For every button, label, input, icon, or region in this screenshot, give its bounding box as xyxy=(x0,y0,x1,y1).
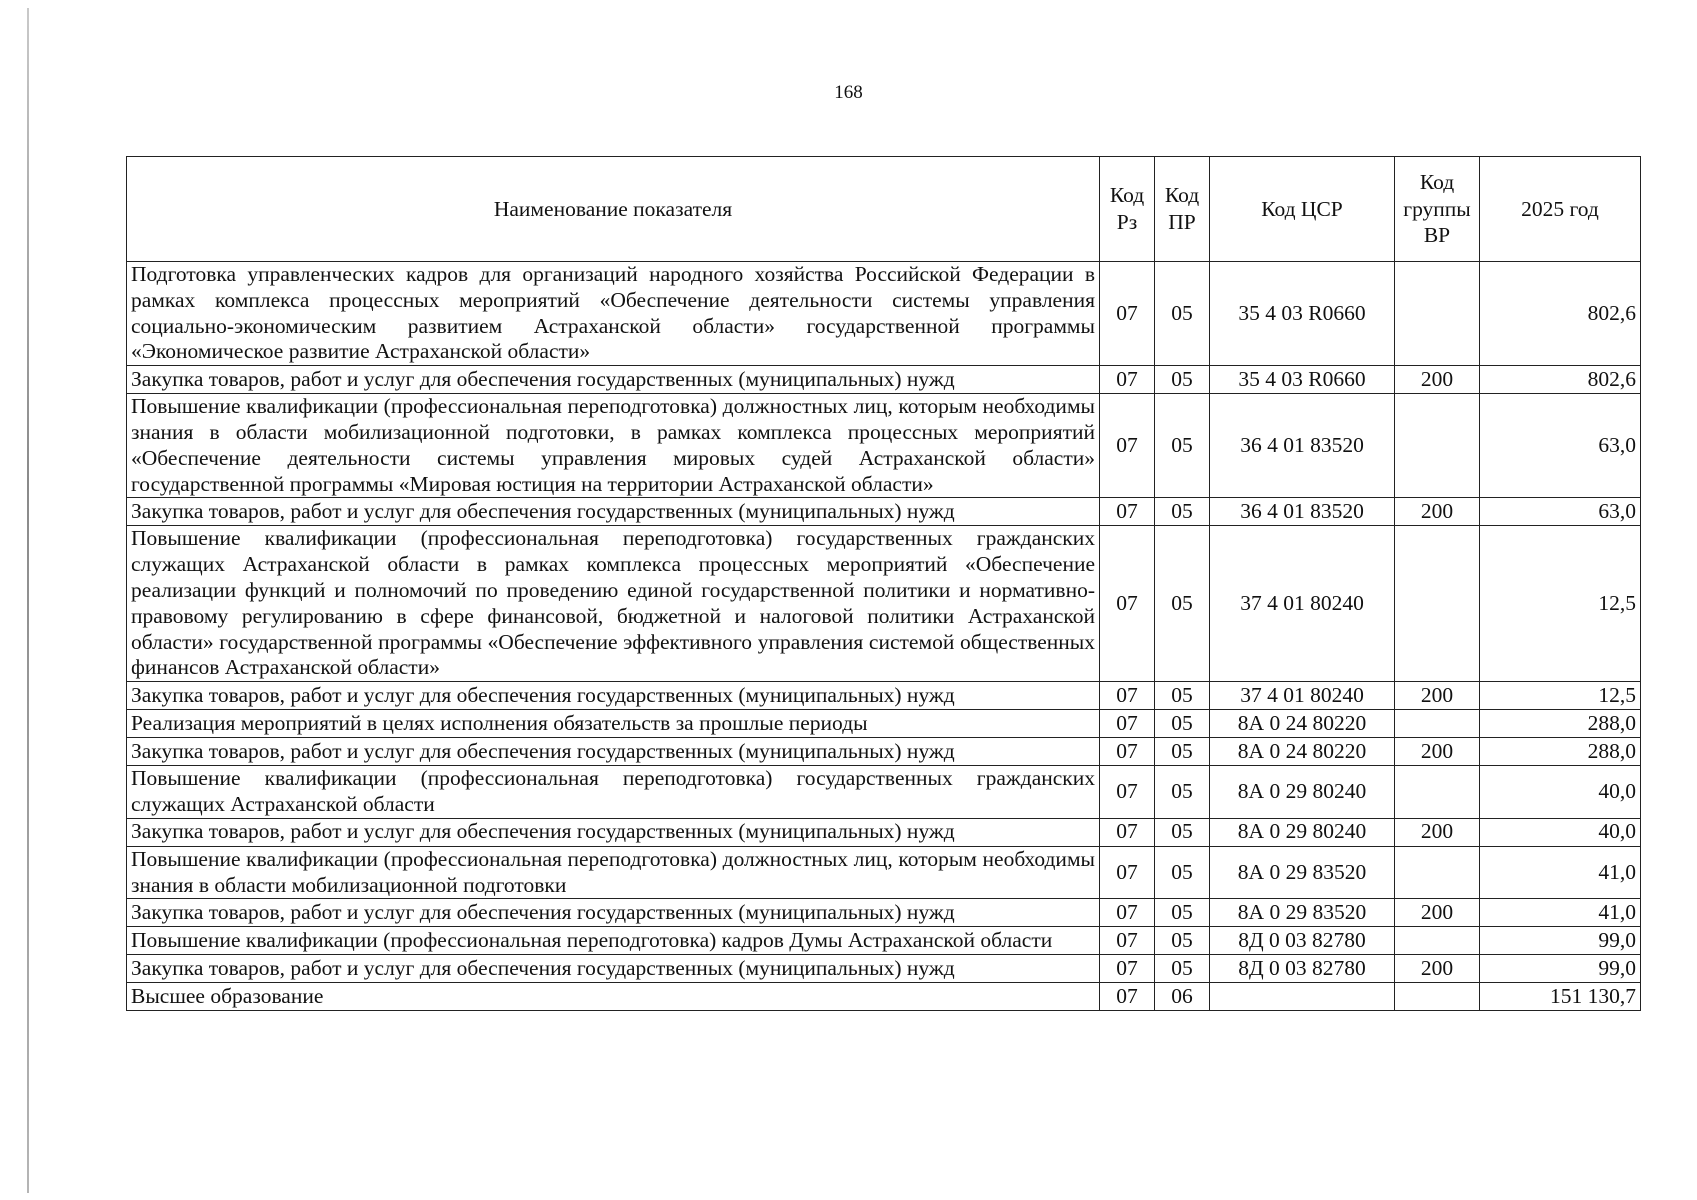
cell-rz: 07 xyxy=(1100,927,1155,955)
cell-csr: 8А 0 24 80220 xyxy=(1210,710,1395,738)
cell-vr xyxy=(1395,927,1480,955)
cell-name: Закупка товаров, работ и услуг для обеспечения государственных (муниципальных) нужд xyxy=(127,818,1100,846)
cell-name: Закупка товаров, работ и услуг для обеспечения государственных (муниципальных) нужд xyxy=(127,738,1100,766)
table-row xyxy=(127,766,1641,819)
cell-amount: 802,6 xyxy=(1480,262,1641,366)
cell-amount: 41,0 xyxy=(1480,846,1641,899)
cell-amount: 288,0 xyxy=(1480,710,1641,738)
cell-amount: 151 130,7 xyxy=(1480,983,1641,1011)
cell-pr: 05 xyxy=(1155,899,1210,927)
cell-csr: 8Д 0 03 82780 xyxy=(1210,955,1395,983)
cell-pr: 05 xyxy=(1155,766,1210,819)
cell-amount: 41,0 xyxy=(1480,899,1641,927)
cell-amount: 99,0 xyxy=(1480,955,1641,983)
cell-amount: 99,0 xyxy=(1480,927,1641,955)
cell-vr: 200 xyxy=(1395,955,1480,983)
cell-rz: 07 xyxy=(1100,738,1155,766)
cell-csr: 36 4 01 83520 xyxy=(1210,498,1395,526)
header-csr: Код ЦСР xyxy=(1210,157,1395,262)
cell-csr: 8А 0 29 83520 xyxy=(1210,846,1395,899)
scan-edge-line xyxy=(27,8,29,1193)
cell-rz: 07 xyxy=(1100,899,1155,927)
cell-vr xyxy=(1395,262,1480,366)
cell-pr: 05 xyxy=(1155,738,1210,766)
cell-amount: 802,6 xyxy=(1480,366,1641,394)
cell-amount: 40,0 xyxy=(1480,818,1641,846)
header-pr: Код ПР xyxy=(1155,157,1210,262)
table-row xyxy=(127,846,1641,899)
cell-rz: 07 xyxy=(1100,983,1155,1011)
cell-csr: 36 4 01 83520 xyxy=(1210,394,1395,498)
cell-rz: 07 xyxy=(1100,818,1155,846)
cell-pr: 05 xyxy=(1155,710,1210,738)
cell-name: Закупка товаров, работ и услуг для обеспечения государственных (муниципальных) нужд xyxy=(127,498,1100,526)
cell-vr: 200 xyxy=(1395,899,1480,927)
table-row xyxy=(127,526,1641,682)
cell-vr: 200 xyxy=(1395,738,1480,766)
cell-csr: 37 4 01 80240 xyxy=(1210,682,1395,710)
table-row xyxy=(127,983,1641,1011)
cell-pr: 05 xyxy=(1155,262,1210,366)
cell-vr xyxy=(1395,526,1480,682)
cell-rz: 07 xyxy=(1100,955,1155,983)
cell-csr: 35 4 03 R0660 xyxy=(1210,262,1395,366)
table-row xyxy=(127,818,1641,846)
cell-rz: 07 xyxy=(1100,710,1155,738)
cell-pr: 05 xyxy=(1155,394,1210,498)
cell-amount: 63,0 xyxy=(1480,498,1641,526)
table-row xyxy=(127,262,1641,366)
page-number: 168 xyxy=(834,82,863,103)
cell-rz: 07 xyxy=(1100,766,1155,819)
cell-rz: 07 xyxy=(1100,682,1155,710)
cell-csr: 37 4 01 80240 xyxy=(1210,526,1395,682)
table-body xyxy=(127,262,1641,1011)
cell-rz: 07 xyxy=(1100,526,1155,682)
header-name: Наименование показателя xyxy=(127,157,1100,262)
cell-name: Подготовка управленческих кадров для организаций народного хозяйства Российской Федерации в рамках комплекса процессных мероприятий «Обеспечение деятельности системы управления социально-экономическим развитием Астраханской области» государственной программы «Экономическое развитие Астраханской области» xyxy=(127,262,1100,366)
table-row xyxy=(127,366,1641,394)
cell-pr: 05 xyxy=(1155,955,1210,983)
table-row xyxy=(127,927,1641,955)
cell-vr: 200 xyxy=(1395,498,1480,526)
cell-pr: 05 xyxy=(1155,846,1210,899)
cell-name: Повышение квалификации (профессиональная переподготовка) должностных лиц, которым необходимы знания в области мобилизационной подготовки xyxy=(127,846,1100,899)
cell-name: Высшее образование xyxy=(127,983,1100,1011)
header-year: 2025 год xyxy=(1480,157,1641,262)
cell-vr xyxy=(1395,846,1480,899)
cell-name: Повышение квалификации (профессиональная переподготовка) государственных гражданских служащих Астраханской области xyxy=(127,766,1100,819)
cell-pr: 05 xyxy=(1155,818,1210,846)
cell-vr xyxy=(1395,766,1480,819)
budget-table xyxy=(126,156,1641,1011)
cell-vr: 200 xyxy=(1395,682,1480,710)
cell-rz: 07 xyxy=(1100,846,1155,899)
cell-csr: 8А 0 24 80220 xyxy=(1210,738,1395,766)
cell-pr: 05 xyxy=(1155,498,1210,526)
cell-amount: 288,0 xyxy=(1480,738,1641,766)
cell-name: Закупка товаров, работ и услуг для обеспечения государственных (муниципальных) нужд xyxy=(127,366,1100,394)
cell-pr: 05 xyxy=(1155,526,1210,682)
cell-pr: 05 xyxy=(1155,927,1210,955)
cell-pr: 06 xyxy=(1155,983,1210,1011)
cell-name: Закупка товаров, работ и услуг для обеспечения государственных (муниципальных) нужд xyxy=(127,955,1100,983)
cell-name: Повышение квалификации (профессиональная переподготовка) государственных гражданских служащих Астраханской области в рамках комплекса процессных мероприятий «Обеспечение реализации функций и полномочий по проведению единой государственной политики и нормативно-правовому регулированию в сфере финансовой, бюджетной и налоговой политики Астраханской области» государственной программы «Обеспечение эффективного управления системой общественных финансов Астраханской области» xyxy=(127,526,1100,682)
cell-rz: 07 xyxy=(1100,394,1155,498)
cell-name: Закупка товаров, работ и услуг для обеспечения государственных (муниципальных) нужд xyxy=(127,682,1100,710)
table-row xyxy=(127,955,1641,983)
cell-vr xyxy=(1395,983,1480,1011)
table-row xyxy=(127,498,1641,526)
table-row xyxy=(127,682,1641,710)
cell-vr xyxy=(1395,394,1480,498)
table-row xyxy=(127,899,1641,927)
cell-name: Реализация мероприятий в целях исполнения обязательств за прошлые периоды xyxy=(127,710,1100,738)
cell-pr: 05 xyxy=(1155,366,1210,394)
header-vr: Код группы ВР xyxy=(1395,157,1480,262)
cell-csr: 8А 0 29 80240 xyxy=(1210,818,1395,846)
cell-pr: 05 xyxy=(1155,682,1210,710)
table-row xyxy=(127,738,1641,766)
cell-rz: 07 xyxy=(1100,366,1155,394)
cell-name: Повышение квалификации (профессиональная переподготовка) кадров Думы Астраханской области xyxy=(127,927,1100,955)
table-row xyxy=(127,710,1641,738)
table-row xyxy=(127,394,1641,498)
cell-csr xyxy=(1210,983,1395,1011)
cell-rz: 07 xyxy=(1100,498,1155,526)
table-header-row xyxy=(127,157,1641,262)
cell-amount: 63,0 xyxy=(1480,394,1641,498)
cell-amount: 40,0 xyxy=(1480,766,1641,819)
header-rz: Код Рз xyxy=(1100,157,1155,262)
cell-csr: 8А 0 29 80240 xyxy=(1210,766,1395,819)
cell-amount: 12,5 xyxy=(1480,526,1641,682)
cell-vr: 200 xyxy=(1395,818,1480,846)
cell-csr: 8А 0 29 83520 xyxy=(1210,899,1395,927)
cell-csr: 8Д 0 03 82780 xyxy=(1210,927,1395,955)
cell-name: Повышение квалификации (профессиональная переподготовка) должностных лиц, которым необходимы знания в области мобилизационной подготовки, в рамках комплекса процессных мероприятий «Обеспечение деятельности системы управления мировых судей Астраханской области» государственной программы «Мировая юстиция на территории Астраханской области» xyxy=(127,394,1100,498)
cell-name: Закупка товаров, работ и услуг для обеспечения государственных (муниципальных) нужд xyxy=(127,899,1100,927)
cell-vr: 200 xyxy=(1395,366,1480,394)
cell-csr: 35 4 03 R0660 xyxy=(1210,366,1395,394)
cell-amount: 12,5 xyxy=(1480,682,1641,710)
cell-vr xyxy=(1395,710,1480,738)
cell-rz: 07 xyxy=(1100,262,1155,366)
